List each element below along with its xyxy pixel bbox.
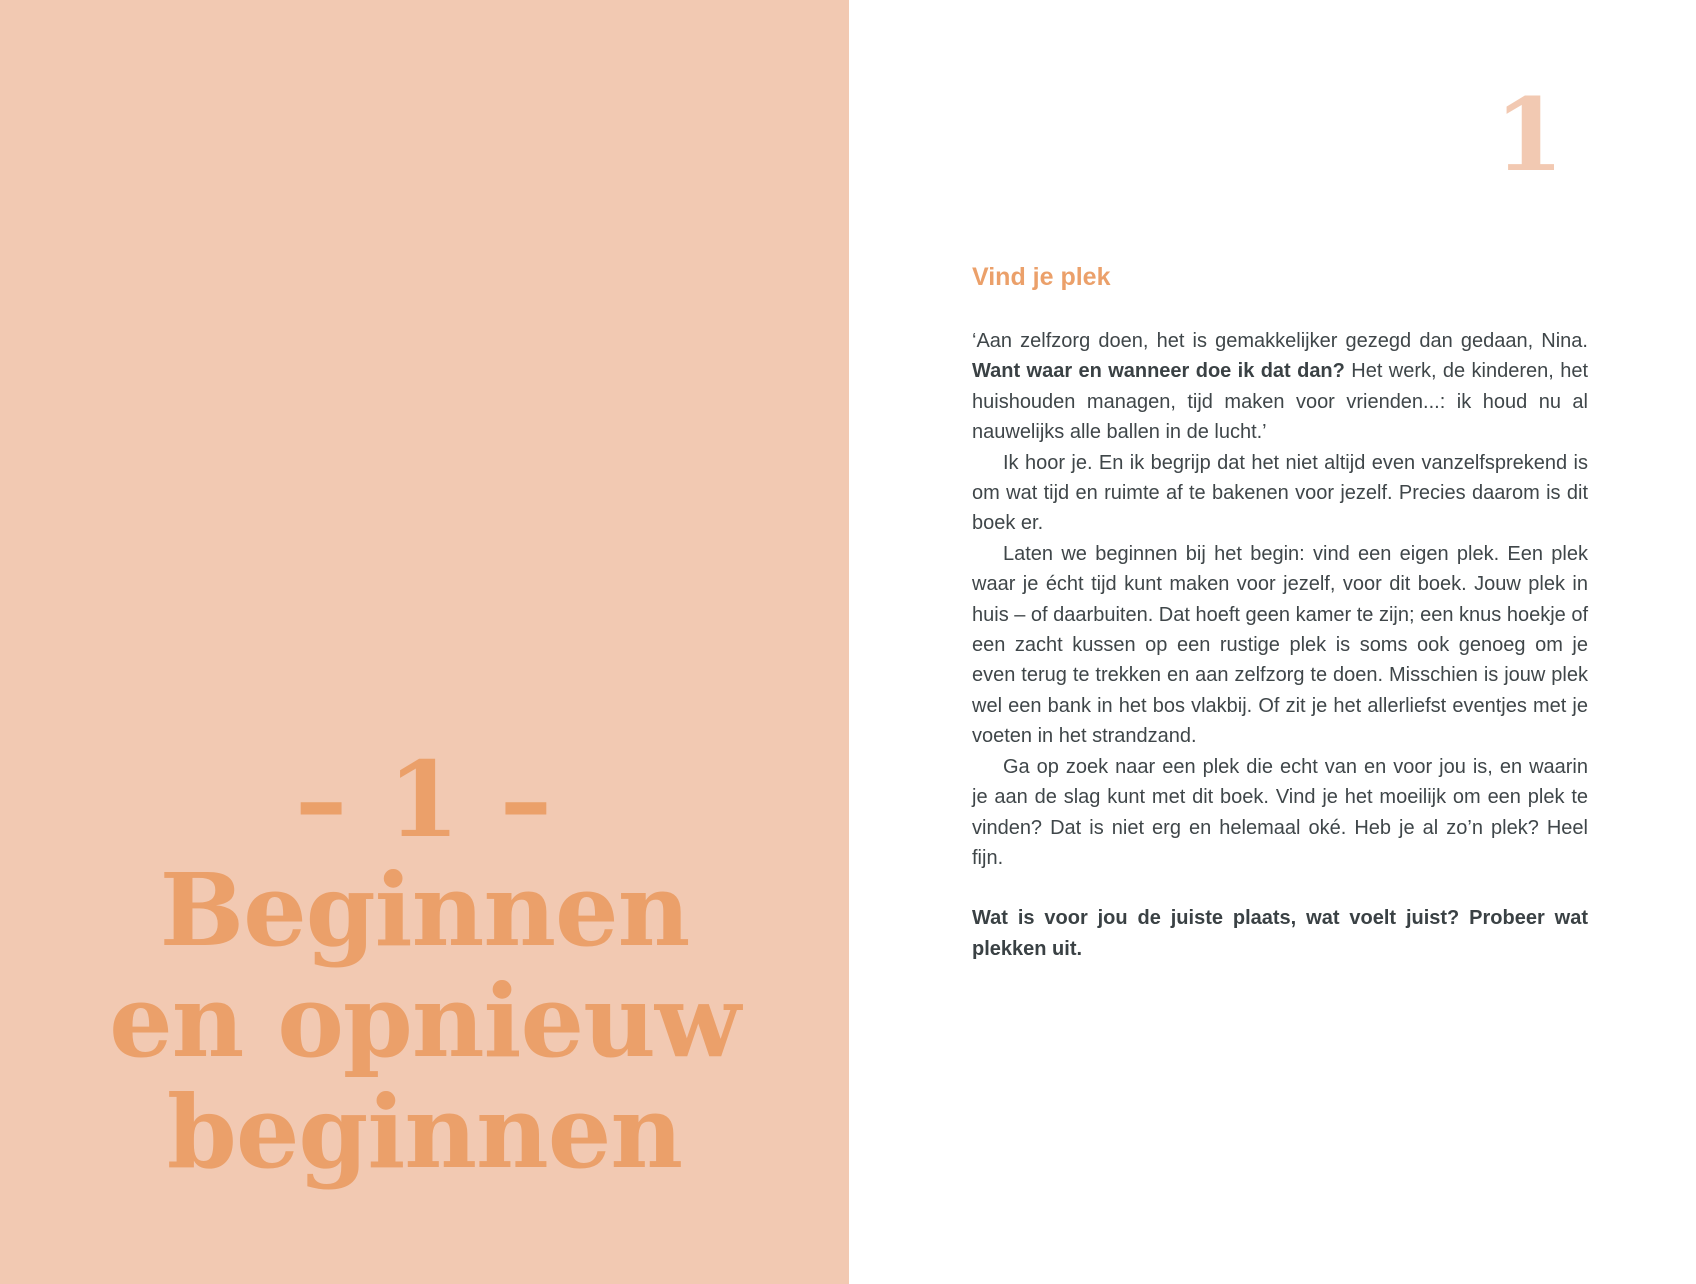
chapter-title-line: en opnieuw [109,962,740,1080]
chapter-title-line: Beginnen [159,851,690,969]
paragraph-bold-text: Want waar en wanneer doe ik dat dan? [972,360,1345,383]
section-heading: Vind je plek [972,263,1111,291]
text-page [849,0,1696,1284]
paragraph: Ik hoor je. En ik begrijp dat het niet altijd even vanzelfsprekend is om wat tijd en ruimte af te bakenen voor jezelf. Precies daarom is dit boek er. [972,451,1588,535]
text-column [972,262,1588,984]
chapter-title-line: beginnen [166,1073,683,1191]
paragraph: Laten we beginnen bij het begin: vind een eigen plek. Een plek waar je écht tijd kunt maken voor jezelf, voor dit boek. Jouw plek in huis – of daarbuiten. Dat hoeft geen kamer te zijn; een knus hoekje of een zacht kussen op een rustige plek is soms ook genoeg om je even terug te trekken en aan zelfzorg te doen. Misschien is jouw plek wel een bank in het bos vlakbij. Of zit je het allerliefst eventjes met je voeten in het strandzand. [972,542,1588,748]
paragraph: Ga op zoek naar een plek die echt van en voor jou is, en waarin je aan de slag kunt met dit boek. Vind je het moeilijk om een plek te vinden? Dat is niet erg en helemaal oké. Heb je al zo’n plek? Heel fijn. [972,755,1588,869]
closing-question: Wat is voor jou de juiste plaats, wat voelt juist? Probeer wat plekken uit. [972,907,1588,960]
paragraph-text: ‘Aan zelfzorg doen, het is gemakkelijker gezegd dan gedaan, Nina. [972,330,1588,352]
chapter-heading [0,738,849,1191]
chapter-number: – 1 – [295,738,554,861]
chapter-title [0,851,849,1191]
paragraph [972,326,1588,448]
page-number: 1 [1494,76,1564,194]
paragraph-text: Het werk, de kinderen, het huishouden managen, tijd maken voor vrienden...: ik houd nu al nauwelijks alle ballen in de lucht.’ [972,360,1589,444]
